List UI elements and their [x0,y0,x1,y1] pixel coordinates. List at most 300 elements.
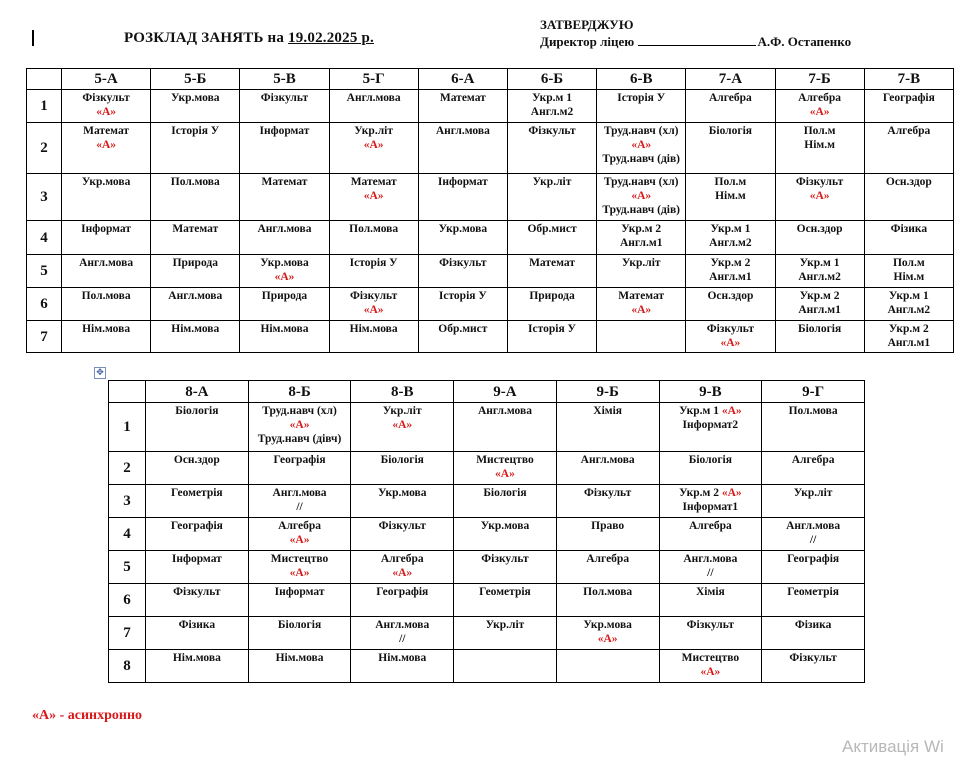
subject-name: Укр.мова [81,176,131,188]
subject-name: Труд.навч (дівч) [257,433,342,445]
subject-name: Фізкульт [260,92,309,104]
lesson-cell [351,551,454,584]
approve-line [540,33,851,50]
subject-name: Нім.мова [378,652,427,664]
lesson-cell [686,321,775,353]
subject-name: Географія [787,553,840,565]
lesson-cell [762,452,865,485]
subject-name: Укр.мова [260,257,309,269]
lesson-cell [329,123,418,174]
lesson-number: 1 [27,90,62,123]
subject-name: Алгебра [708,92,752,104]
lesson-number: 7 [27,321,62,353]
subject-name: Геометрія [479,586,531,598]
lesson-cell [329,90,418,123]
lesson-cell [351,485,454,518]
lesson-number: 2 [27,123,62,174]
lesson-cell [775,321,864,353]
lesson-cell [597,255,686,288]
async-mark: «А» [495,468,515,480]
subject-name: Англ.м2 [887,304,931,316]
subject-name: Алгебра [688,520,732,532]
subject-name: Алгебра [887,125,931,137]
subject-name: Укр.м 2 [679,487,722,499]
corner-cell [109,381,146,403]
lesson-cell [556,485,659,518]
subject-name: Англ.м2 [530,106,574,118]
table-move-handle-icon[interactable]: ✥ [94,367,106,379]
subject-name: Фізкульт [706,323,755,335]
async-mark: «А» [721,487,742,499]
subject-with-async [662,404,760,418]
subject-name: Інформат1 [682,501,739,513]
lesson-cell [418,321,507,353]
async-mark: «А» [289,534,310,546]
async-mark: «А» [392,567,413,579]
lesson-cell [762,485,865,518]
signature-line [638,35,756,46]
subject-name: Фізкульт [378,520,426,532]
subject-name: Англ.мова [580,454,635,466]
lesson-cell [62,174,151,221]
subject-name: Англ.мова [272,487,327,499]
subject-name: Фізкульт [686,619,735,631]
lesson-cell [775,221,864,255]
subject-name: Укр.літ [354,125,393,137]
lesson-cell [248,650,351,683]
lesson-cell [240,288,329,321]
lesson-row [109,485,865,518]
subject-name: Інформат [274,586,325,598]
lesson-cell [762,584,865,617]
lesson-cell [248,518,351,551]
lesson-cell [248,617,351,650]
subject-name: Фізкульт [173,586,221,598]
subject-name: Інформат [171,553,222,565]
lesson-cell [62,123,151,174]
subject-name: Укр.м 1 [710,223,751,235]
lesson-cell [151,174,240,221]
subject-name: Природа [172,257,218,269]
async-mark: «А» [631,304,652,316]
subject-name: Англ.м2 [709,237,752,249]
lesson-cell [454,403,557,452]
subject-name: Англ.м1 [887,337,931,349]
subject-name: Обр.мист [438,323,488,335]
subject-name: Фізкульт [349,290,398,302]
group-split-mark: // [399,633,406,645]
lesson-cell [329,321,418,353]
lesson-number: 4 [109,518,146,551]
lesson-row [109,650,865,683]
subject-name: Географія [170,520,223,532]
lesson-cell [62,221,151,255]
lesson-cell [597,123,686,174]
lesson-row [27,255,954,288]
async-mark: «А» [720,337,741,349]
lesson-cell [329,174,418,221]
lesson-cell [775,255,864,288]
group-split-mark: // [296,501,303,513]
lesson-cell [454,485,557,518]
subject-name: Фізкульт [789,652,837,664]
subject-name: Осн.здор [885,176,932,188]
group-split-mark: // [809,534,817,546]
subject-name: Труд.навч (дів) [602,204,681,216]
lesson-cell [686,221,775,255]
lesson-cell [762,617,865,650]
lesson-cell [151,321,240,353]
lesson-cell [659,551,762,584]
lesson-cell [507,90,596,123]
subject-name: Англ.мова [477,405,532,417]
async-mark: «А» [631,139,652,151]
lesson-cell [240,174,329,221]
class-header: 9-Г [762,381,865,403]
subject-name: Біологія [277,619,322,631]
approve-role: Директор ліцею [540,34,635,49]
subject-name: Укр.м 2 [621,223,662,235]
subject-name: Укр.мова [480,520,530,532]
lesson-cell [329,255,418,288]
lesson-cell [597,321,686,353]
async-mark: «А» [363,190,384,202]
lesson-cell [762,650,865,683]
lesson-cell [151,255,240,288]
class-header: 7-В [864,69,953,90]
subject-name: Нім.мова [260,323,309,335]
class-header: 9-Б [556,381,659,403]
lesson-number: 3 [27,174,62,221]
subject-name: Англ.мова [435,125,490,137]
lesson-cell [659,452,762,485]
subject-name: Природа [529,290,575,302]
lesson-cell [62,90,151,123]
lesson-cell [351,650,454,683]
lesson-cell [775,123,864,174]
subject-name: Біологія [380,454,424,466]
subject-name: Нім.мова [171,323,220,335]
class-header: 6-А [418,69,507,90]
lesson-cell [62,321,151,353]
lesson-cell [454,551,557,584]
text-cursor [32,30,34,46]
subject-name: Хімія [593,405,623,417]
lesson-cell [146,518,249,551]
subject-name: Інформат [81,223,132,235]
subject-name: Труд.навч (дів) [602,153,681,165]
lesson-number: 3 [109,485,146,518]
lesson-cell [151,123,240,174]
subject-name: Англ.мова [683,553,738,565]
subject-name: Укр.м 2 [799,290,840,302]
subject-name: Біологія [175,405,219,417]
async-mark: «А» [274,271,295,283]
lesson-number: 2 [109,452,146,485]
subject-name: Англ.м1 [709,271,752,283]
subject-name: Англ.мова [168,290,223,302]
lesson-cell [454,518,557,551]
async-mark: «А» [631,190,652,202]
class-header: 5-Г [329,69,418,90]
class-header: 5-Б [151,69,240,90]
subject-name: Укр.літ [793,487,833,499]
lesson-cell [146,485,249,518]
lesson-cell [351,617,454,650]
subject-name: Біологія [708,125,753,137]
class-header: 9-В [659,381,762,403]
subject-name: Історія У [171,125,220,137]
subject-name: Фізика [794,619,832,631]
subject-name: Математ [439,92,486,104]
lesson-row [27,321,954,353]
subject-name: Фізкульт [795,176,844,188]
subject-with-async [662,486,760,500]
subject-name: Нім.мова [82,323,131,335]
async-mark: «А» [96,106,116,118]
lesson-cell [597,174,686,221]
lesson-cell [351,403,454,452]
subject-name: Укр.м 2 [710,257,751,269]
subject-name: Пол.мова [170,176,220,188]
lesson-number: 4 [27,221,62,255]
subject-name: Обр.мист [527,223,577,235]
subject-name: Хімія [695,586,725,598]
lesson-cell [507,321,596,353]
class-header: 8-Б [248,381,351,403]
lesson-cell [151,90,240,123]
subject-name: Пол.м [803,125,836,137]
lesson-cell [659,518,762,551]
subject-name: Укр.мова [378,487,427,499]
subject-name: Фізика [178,619,216,631]
lesson-cell [556,584,659,617]
subject-name: Нім.м [893,271,925,283]
lesson-cell [146,403,249,452]
lesson-cell [248,403,351,452]
lesson-row [109,518,865,551]
async-mark: «А» [363,139,384,151]
class-header: 6-В [597,69,686,90]
async-mark: «А» [809,190,830,202]
lesson-cell [686,123,775,174]
lesson-cell [351,452,454,485]
lesson-cell [659,485,762,518]
lesson-cell [146,551,249,584]
lesson-cell [762,403,865,452]
lesson-cell [659,650,762,683]
async-mark: «А» [392,419,413,431]
lesson-row [27,288,954,321]
async-mark: «А» [700,666,721,678]
lesson-number: 1 [109,403,146,452]
lesson-number: 6 [109,584,146,617]
lesson-cell [597,221,686,255]
subject-name: Математ [261,176,308,188]
class-header: 6-Б [507,69,596,90]
lesson-cell [864,221,953,255]
subject-name: Природа [261,290,308,302]
lesson-cell [418,288,507,321]
lesson-cell [597,90,686,123]
lesson-cell [418,255,507,288]
lesson-cell [686,90,775,123]
lesson-cell [686,174,775,221]
subject-name: Математ [83,125,130,137]
lesson-row [27,123,954,174]
lesson-cell [864,255,953,288]
lesson-cell [146,452,249,485]
subject-name: Історія У [349,257,398,269]
subject-name: Пол.мова [583,586,633,598]
lesson-row [109,584,865,617]
subject-name: Англ.мова [257,223,312,235]
lesson-number: 8 [109,650,146,683]
lesson-cell [775,90,864,123]
lesson-cell [62,255,151,288]
subject-name: Інформат [437,176,488,188]
lesson-number: 5 [27,255,62,288]
async-mark: «А» [809,106,830,118]
lesson-cell [240,255,329,288]
subject-name: Біологія [797,323,842,335]
subject-name: Мистецтво [476,454,534,466]
subject-name: Укр.мова [171,92,220,104]
lesson-cell [248,551,351,584]
lesson-cell [864,174,953,221]
subject-name: Історія У [528,323,577,335]
subject-name: Англ.м2 [798,271,841,283]
class-header: 7-А [686,69,775,90]
lesson-cell [775,174,864,221]
subject-name: Укр.м 1 [799,257,840,269]
lesson-cell [240,321,329,353]
lesson-cell [248,452,351,485]
subject-name: Історія У [438,290,487,302]
subject-name: Труд.навч (хл) [603,176,679,188]
subject-name: Географія [273,454,326,466]
subject-name: Інформат2 [682,419,739,431]
schedule-table-grades-8-9 [108,380,865,683]
group-split-mark: // [707,567,714,579]
lesson-cell [146,617,249,650]
lesson-cell [146,584,249,617]
async-mark: «А» [721,405,742,417]
class-header: 8-А [146,381,249,403]
lesson-cell [659,403,762,452]
subject-name: Нім.мова [275,652,324,664]
lesson-cell [418,123,507,174]
subject-name: Пол.мова [81,290,131,302]
subject-name: Пол.м [714,176,747,188]
lesson-number: 7 [109,617,146,650]
subject-name: Нім.м [715,190,746,202]
lesson-cell [454,452,557,485]
lesson-cell [686,255,775,288]
subject-name: Мистецтво [270,553,329,565]
lesson-cell [351,584,454,617]
lesson-cell [775,288,864,321]
lesson-cell [151,221,240,255]
subject-name: Англ.мова [375,619,430,631]
subject-name: Фізкульт [82,92,130,104]
subject-name: Укр.мова [583,619,632,631]
legend-async: «А» - асинхронно [32,708,143,723]
subject-name: Укр.літ [485,619,525,631]
subject-name: Укр.м 1 [888,290,929,302]
subject-name: Осн.здор [707,290,754,302]
lesson-cell [597,288,686,321]
lesson-cell [507,174,596,221]
subject-name: Пол.мова [788,405,838,417]
subject-name: Осн.здор [796,223,843,235]
title-prefix: РОЗКЛАД ЗАНЯТЬ на [124,30,289,46]
lesson-cell [507,288,596,321]
lesson-row [27,90,954,123]
subject-name: Алгебра [798,92,841,104]
subject-name: Алгебра [278,520,321,532]
lesson-cell [248,584,351,617]
subject-name: Англ.мова [79,257,134,269]
lesson-cell [762,551,865,584]
subject-name: Укр.літ [621,257,661,269]
subject-name: Географія [376,586,429,598]
lesson-cell [240,90,329,123]
lesson-cell [248,485,351,518]
subject-name: Англ.м1 [619,237,663,249]
lesson-cell [151,288,240,321]
subject-name: Фізкульт [583,487,632,499]
async-mark: «А» [363,304,384,316]
lesson-cell [240,123,329,174]
lesson-cell [454,650,557,683]
lesson-cell [556,617,659,650]
lesson-cell [556,551,659,584]
lesson-cell [351,518,454,551]
async-mark: «А» [289,419,310,431]
lesson-cell [556,452,659,485]
approve-name: А.Ф. Остапенко [757,34,852,49]
subject-name: Укр.мова [438,223,488,235]
subject-name: Біологія [688,454,732,466]
windows-activation-watermark: Активація Wi [842,737,944,756]
lesson-row [27,174,954,221]
approve-title: ЗАТВЕРДЖУЮ [540,17,634,32]
lesson-cell [864,288,953,321]
subject-name: Пол.мова [349,223,399,235]
subject-name: Математ [618,290,665,302]
subject-name: Алгебра [791,454,835,466]
subject-name: Математ [172,223,219,235]
lesson-row [109,617,865,650]
async-mark: «А» [289,567,310,579]
class-header: 9-А [454,381,557,403]
lesson-cell [556,650,659,683]
lesson-cell [329,221,418,255]
subject-name: Англ.мова [346,92,401,104]
lesson-cell [556,518,659,551]
lesson-cell [556,403,659,452]
subject-name: Укр.м 2 [888,323,929,335]
lesson-row [27,221,954,255]
subject-name: Укр.літ [382,405,422,417]
title-date: 19.02.2025 р. [288,30,374,46]
lesson-cell [686,288,775,321]
subject-name: Фізкульт [439,257,487,269]
subject-name: Фізкульт [528,125,576,137]
subject-name: Історія У [617,92,666,104]
lesson-cell [146,650,249,683]
